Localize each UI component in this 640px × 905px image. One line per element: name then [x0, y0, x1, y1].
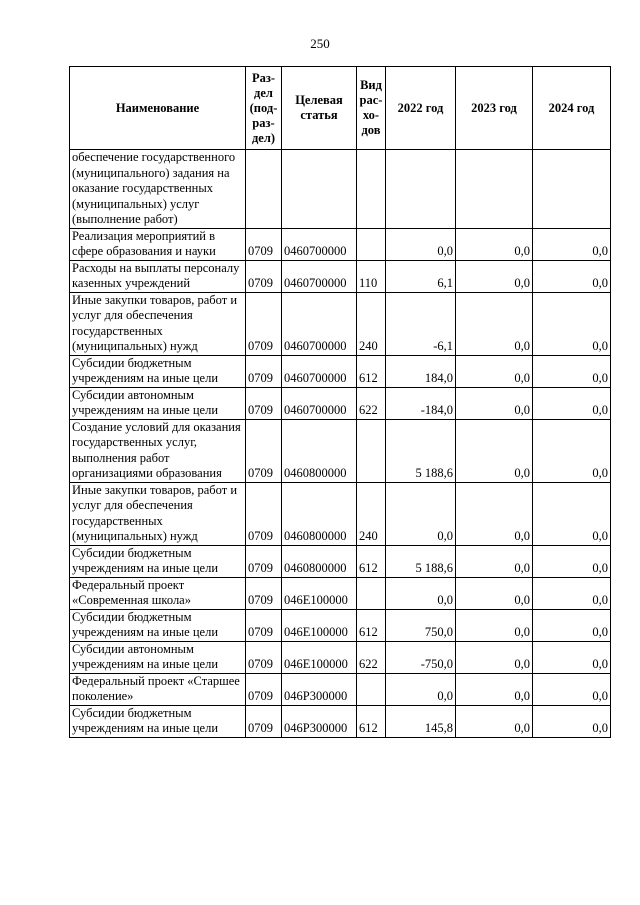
cell-target: 046E100000	[282, 577, 357, 609]
cell-expense	[357, 419, 386, 482]
table-row	[70, 609, 611, 641]
cell-y2024: 0,0	[533, 355, 611, 387]
cell-y2022: 145,8	[386, 705, 456, 737]
cell-y2022: 0,0	[386, 228, 456, 260]
cell-section: 0709	[246, 609, 282, 641]
cell-expense: 622	[357, 641, 386, 673]
cell-expense: 612	[357, 355, 386, 387]
cell-y2022	[386, 150, 456, 229]
cell-y2023: 0,0	[456, 387, 533, 419]
cell-y2023: 0,0	[456, 577, 533, 609]
cell-expense: 612	[357, 609, 386, 641]
cell-y2024	[533, 150, 611, 229]
header-target	[282, 67, 357, 150]
cell-target: 0460800000	[282, 419, 357, 482]
cell-target: 0460800000	[282, 482, 357, 545]
cell-expense: 240	[357, 292, 386, 355]
cell-expense	[357, 673, 386, 705]
cell-y2024: 0,0	[533, 705, 611, 737]
cell-name: Иные закупки товаров, работ и услуг для обеспечения государственных (муниципальных) нужд	[70, 292, 246, 355]
cell-expense: 612	[357, 705, 386, 737]
cell-section: 0709	[246, 260, 282, 292]
table-row	[70, 387, 611, 419]
cell-name: Субсидии бюджетным учреждениям на иные цели	[70, 545, 246, 577]
cell-section	[246, 150, 282, 229]
cell-target: 0460700000	[282, 355, 357, 387]
cell-name: Субсидии бюджетным учреждениям на иные цели	[70, 609, 246, 641]
cell-y2023: 0,0	[456, 419, 533, 482]
cell-y2022: 6,1	[386, 260, 456, 292]
cell-y2023: 0,0	[456, 228, 533, 260]
cell-y2024: 0,0	[533, 641, 611, 673]
budget-table	[69, 66, 611, 738]
table-row	[70, 673, 611, 705]
page-number: 250	[310, 36, 330, 51]
header-name-text: Наименование	[115, 100, 200, 115]
cell-y2024: 0,0	[533, 545, 611, 577]
cell-y2023: 0,0	[456, 292, 533, 355]
cell-name: Субсидии бюджетным учреждениям на иные цели	[70, 355, 246, 387]
cell-y2022: 5 188,6	[386, 419, 456, 482]
header-expense	[357, 67, 386, 150]
cell-section: 0709	[246, 387, 282, 419]
cell-name: Субсидии автономным учреждениям на иные цели	[70, 641, 246, 673]
cell-y2024: 0,0	[533, 482, 611, 545]
header-row	[70, 67, 611, 150]
cell-y2024: 0,0	[533, 577, 611, 609]
cell-section: 0709	[246, 228, 282, 260]
cell-y2024: 0,0	[533, 387, 611, 419]
cell-expense	[357, 577, 386, 609]
cell-name: обеспечение государственного (муниципального) задания на оказание государственных (муниципальных) услуг (выполнение работ)	[70, 150, 246, 229]
table-row	[70, 260, 611, 292]
cell-section: 0709	[246, 577, 282, 609]
header-2024	[533, 67, 611, 150]
cell-target: 046E100000	[282, 609, 357, 641]
cell-section: 0709	[246, 641, 282, 673]
cell-y2024: 0,0	[533, 419, 611, 482]
cell-target: 046P300000	[282, 673, 357, 705]
cell-y2023	[456, 150, 533, 229]
cell-name: Федеральный проект «Современная школа»	[70, 577, 246, 609]
cell-y2023: 0,0	[456, 260, 533, 292]
cell-expense: 612	[357, 545, 386, 577]
header-section	[246, 67, 282, 150]
cell-name: Иные закупки товаров, работ и услуг для обеспечения государственных (муниципальных) нужд	[70, 482, 246, 545]
cell-target: 046P300000	[282, 705, 357, 737]
cell-expense: 622	[357, 387, 386, 419]
cell-y2024: 0,0	[533, 228, 611, 260]
cell-y2024: 0,0	[533, 609, 611, 641]
table-row	[70, 482, 611, 545]
cell-y2023: 0,0	[456, 673, 533, 705]
cell-y2023: 0,0	[456, 609, 533, 641]
table-row	[70, 545, 611, 577]
cell-expense: 240	[357, 482, 386, 545]
header-name	[70, 67, 246, 150]
cell-y2022: -6,1	[386, 292, 456, 355]
table-row	[70, 292, 611, 355]
header-expense-text: Вид рас- хо- дов	[359, 78, 383, 137]
cell-y2024: 0,0	[533, 673, 611, 705]
cell-target: 0460700000	[282, 260, 357, 292]
cell-name: Федеральный проект «Старшее поколение»	[70, 673, 246, 705]
cell-y2022: 0,0	[386, 673, 456, 705]
header-2023-text: 2023 год	[471, 100, 517, 115]
header-target-text: Целевая статья	[295, 93, 343, 122]
cell-y2023: 0,0	[456, 705, 533, 737]
header-2024-text: 2024 год	[548, 100, 595, 115]
header-2022	[386, 67, 456, 150]
cell-target: 0460700000	[282, 228, 357, 260]
cell-expense	[357, 150, 386, 229]
table-row	[70, 150, 611, 229]
cell-y2022: 184,0	[386, 355, 456, 387]
cell-y2022: 750,0	[386, 609, 456, 641]
cell-y2022: 5 188,6	[386, 545, 456, 577]
cell-y2022: -750,0	[386, 641, 456, 673]
cell-name: Субсидии бюджетным учреждениям на иные цели	[70, 705, 246, 737]
cell-target: 046E100000	[282, 641, 357, 673]
cell-y2023: 0,0	[456, 355, 533, 387]
cell-y2022: 0,0	[386, 482, 456, 545]
cell-section: 0709	[246, 673, 282, 705]
cell-target: 0460800000	[282, 545, 357, 577]
table-body	[70, 150, 611, 738]
cell-name: Создание условий для оказания государственных услуг, выполнения работ организациями образования	[70, 419, 246, 482]
cell-section: 0709	[246, 545, 282, 577]
table-row	[70, 419, 611, 482]
cell-expense: 110	[357, 260, 386, 292]
cell-y2024: 0,0	[533, 260, 611, 292]
cell-name: Реализация мероприятий в сфере образования и науки	[70, 228, 246, 260]
cell-y2023: 0,0	[456, 545, 533, 577]
cell-target: 0460700000	[282, 387, 357, 419]
cell-section: 0709	[246, 292, 282, 355]
table-row	[70, 355, 611, 387]
cell-y2023: 0,0	[456, 482, 533, 545]
table-row	[70, 228, 611, 260]
header-section-text: Раз- дел (под- раз- дел)	[249, 70, 278, 145]
cell-section: 0709	[246, 355, 282, 387]
cell-section: 0709	[246, 705, 282, 737]
cell-name: Субсидии автономным учреждениям на иные цели	[70, 387, 246, 419]
table-row	[70, 641, 611, 673]
cell-y2023: 0,0	[456, 641, 533, 673]
cell-expense	[357, 228, 386, 260]
table-row	[70, 577, 611, 609]
cell-section: 0709	[246, 482, 282, 545]
table-row	[70, 705, 611, 737]
header-2023	[456, 67, 533, 150]
cell-target	[282, 150, 357, 229]
cell-name: Расходы на выплаты персоналу казенных учреждений	[70, 260, 246, 292]
header-2022-text: 2022 год	[397, 100, 444, 115]
cell-y2024: 0,0	[533, 292, 611, 355]
cell-section: 0709	[246, 419, 282, 482]
cell-y2022: -184,0	[386, 387, 456, 419]
cell-y2022: 0,0	[386, 577, 456, 609]
cell-target: 0460700000	[282, 292, 357, 355]
